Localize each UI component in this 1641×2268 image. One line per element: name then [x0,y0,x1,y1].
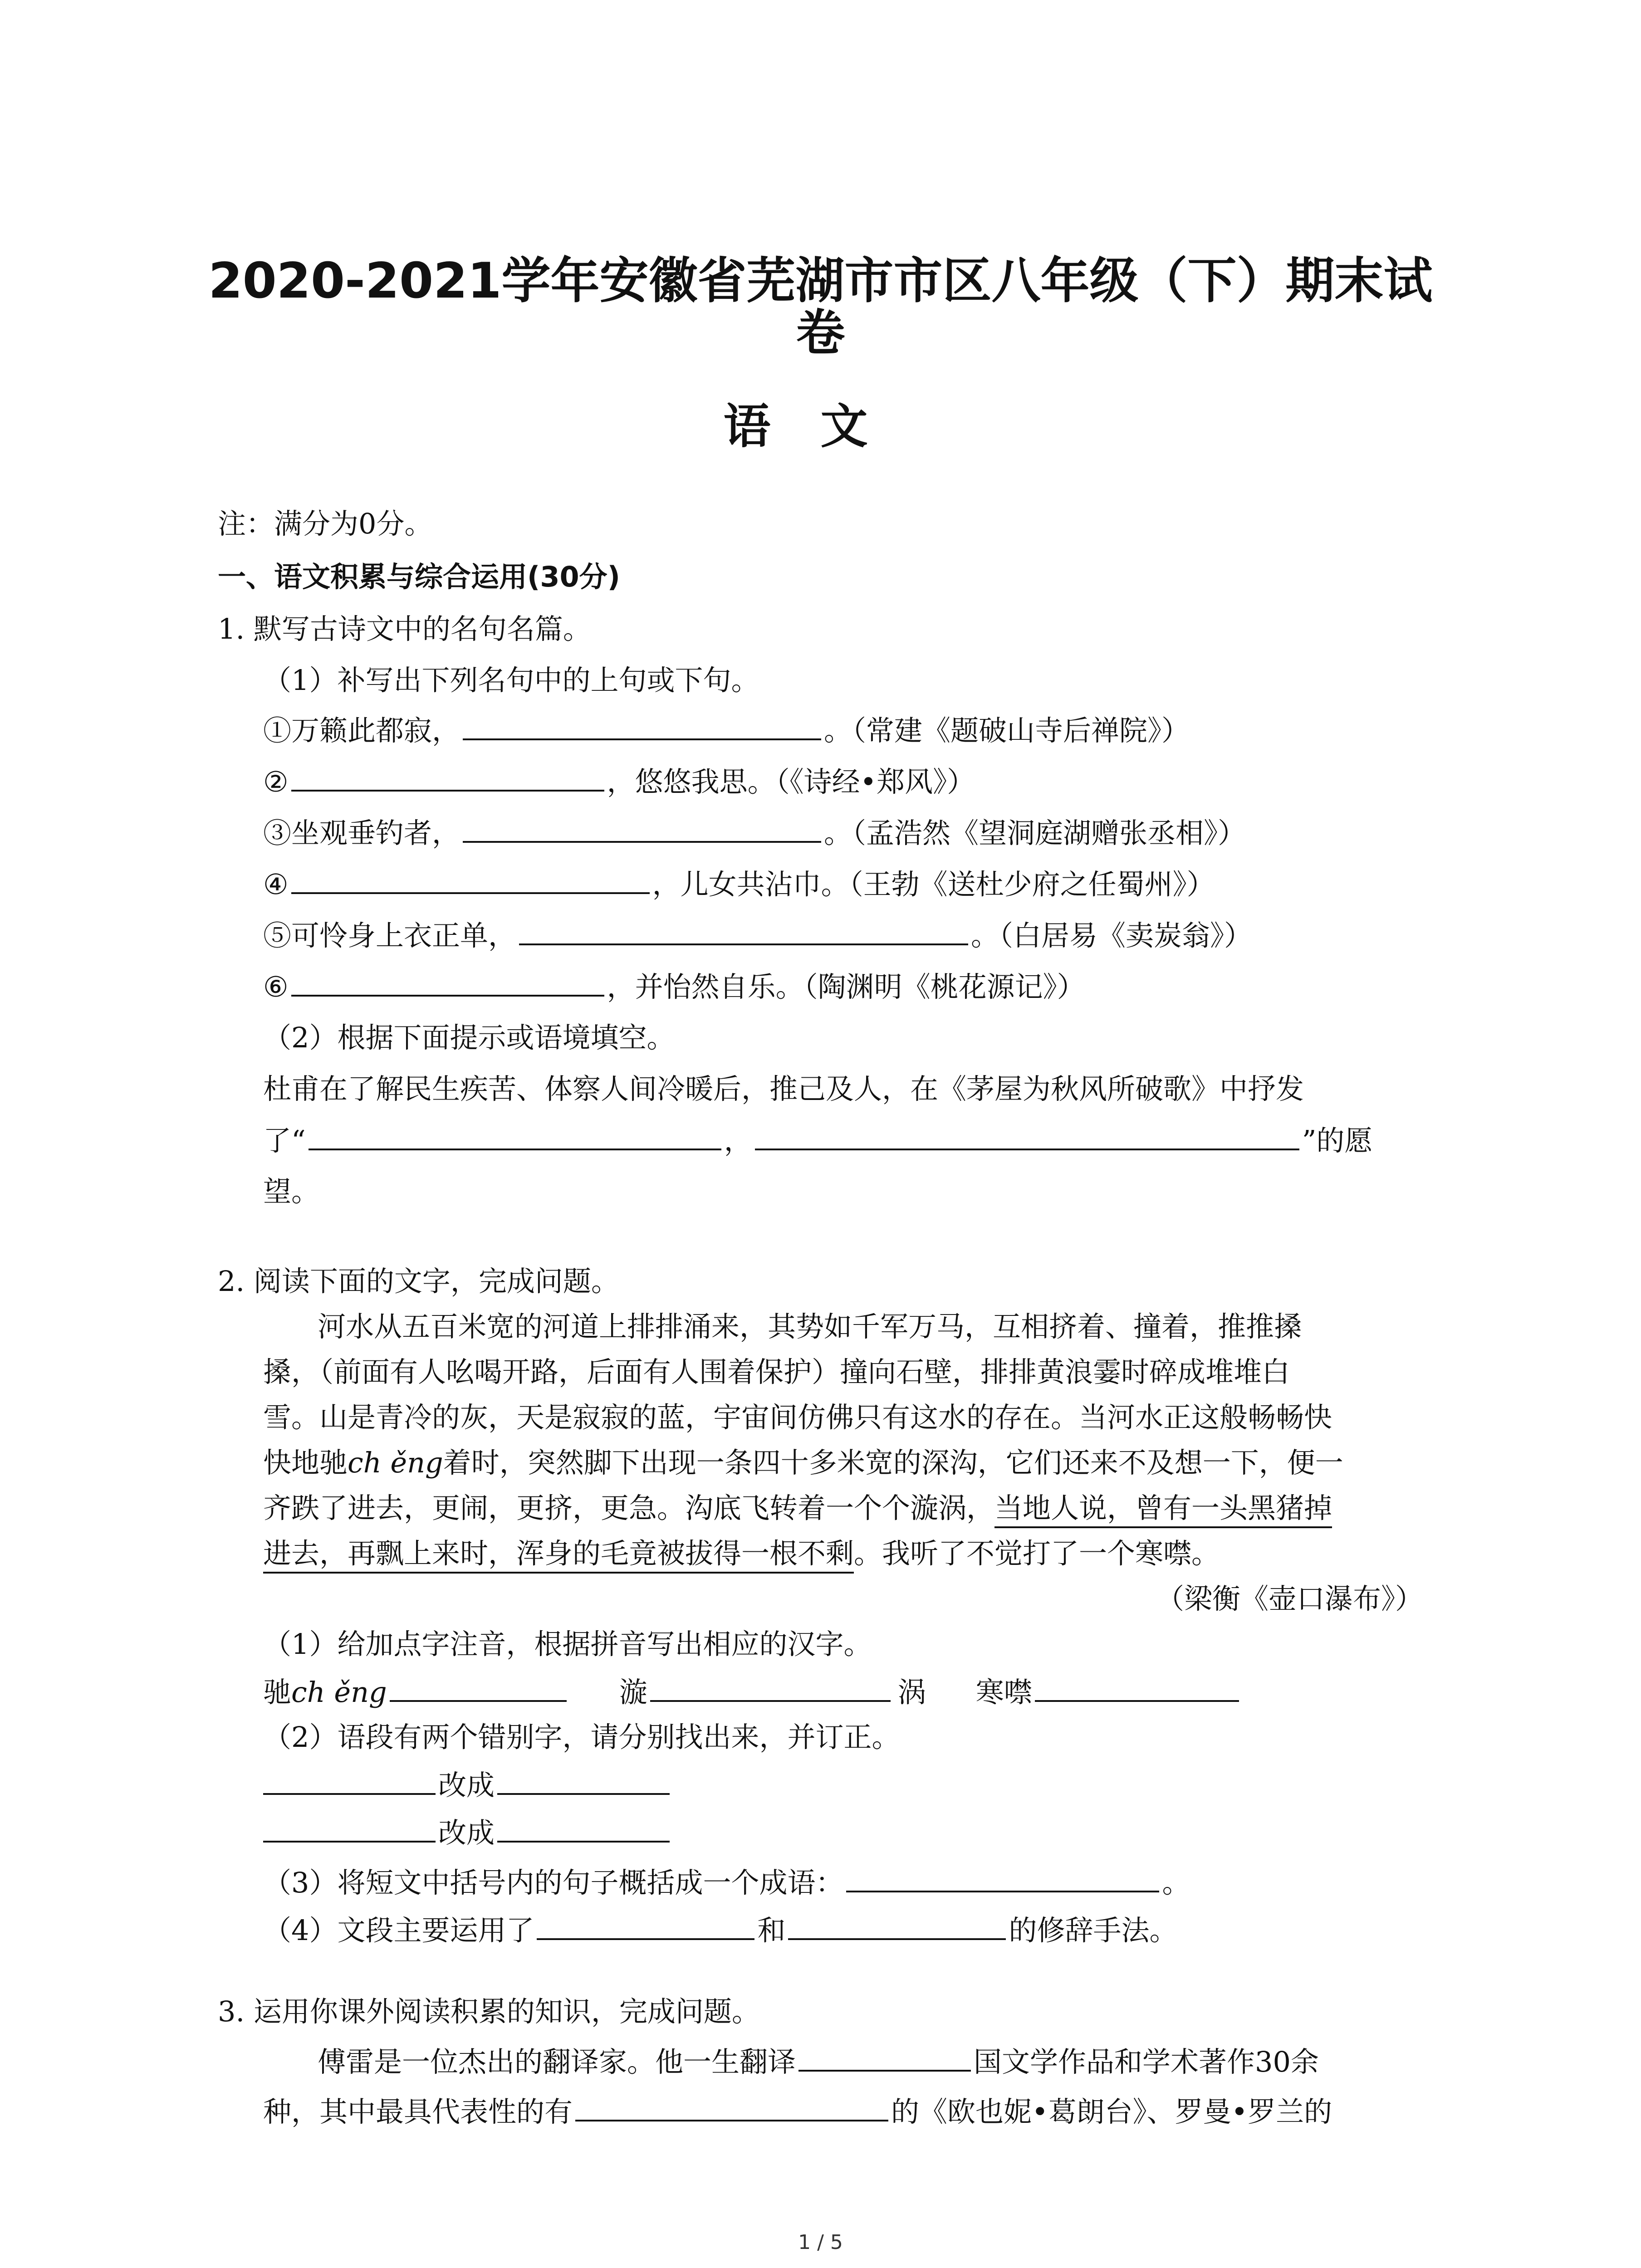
q2-passage-line1: 河水从五百米宽的河道上排排涌来，其势如千军万马，互相挤着、撞着，推推搡 [318,1310,1303,1343]
q1-blank-5[interactable] [519,917,968,945]
q1-line1 [263,712,1190,749]
q2-sub2-row1 [263,1767,672,1804]
q2-sub2-row2 [263,1814,672,1851]
q1-stem: 1. 默写古诗文中的名句名篇。 [218,612,591,645]
q1-line1-prefix: ①万籁此都寂， [263,714,460,747]
q3-line1-a: 傅雷是一位杰出的翻译家。他一生翻译 [318,2045,796,2078]
q2-sub1-a-pinyin: ch ěng [291,1676,387,1709]
q1-part2-comma: ， [724,1124,752,1157]
q2-sub1-b: 漩 [619,1676,647,1709]
q1-blank-6[interactable] [291,968,604,997]
q2-blank-d[interactable] [1035,1674,1239,1702]
q2-sub4-a: （4）文段主要运用了 [263,1914,534,1947]
q1-part2-text-3: 望。 [263,1175,320,1208]
q1-part1: （1）补写出下列名句中的上句或下句。 [263,664,759,697]
page-number: 1 / 5 [798,2231,843,2254]
q2-sub4-c: 的修辞手法。 [1009,1914,1178,1947]
q1-line5-suffix: 。（白居易《卖炭翁》） [971,919,1253,952]
q3-line1-b: 国文学作品和学术著作30余 [974,2045,1319,2078]
q1-blank-4[interactable] [291,866,650,894]
q2-passage-line5-a: 齐跌了进去，更闹，更挤，更急。沟底飞转着一个个漩涡， [263,1491,995,1525]
q2-blank-wrong-1[interactable] [263,1767,436,1795]
q2-passage-underlined-2: 进去，再飘上来时，浑身的毛竟被拔得一根不剩 [263,1537,854,1574]
q2-source: （梁衡《壶口瀑布》） [1156,1582,1423,1615]
exam-title-line2: 卷 [796,305,845,362]
q2-blank-b[interactable] [650,1674,891,1702]
q1-blank-2[interactable] [291,763,604,792]
q2-blank-idiom[interactable] [846,1864,1159,1892]
q2-fix-label-1: 改成 [438,1769,495,1802]
q1-line4 [263,866,1215,903]
q3-line1 [318,2043,1319,2080]
q3-line2 [263,2093,1332,2130]
q2-stem: 2. 阅读下面的文字，完成问题。 [218,1265,619,1298]
q2-sub1-c: 涡 [897,1676,926,1709]
q3-line2-b: 的《欧也妮•葛朗台》、罗曼•罗兰的 [891,2095,1332,2128]
q1-line1-suffix: 。（常建《题破山寺后禅院》） [824,714,1190,747]
q1-blank-7[interactable] [309,1122,721,1150]
q1-part2: （2）根据下面提示或语境填空。 [263,1021,675,1054]
q1-line6-suffix: ，并怡然自乐。（陶渊明《桃花源记》） [607,970,1085,1003]
q1-part2-close: ”的愿 [1302,1124,1373,1157]
q1-line2-prefix: ② [263,765,289,798]
q1-line6-prefix: ⑥ [263,970,289,1003]
q2-blank-rhetoric-1[interactable] [537,1912,754,1940]
q2-sub2: （2）语段有两个错别字，请分别找出来，并订正。 [263,1721,900,1754]
q2-sub1-d: 寒噤 [975,1676,1032,1709]
q2-sub1-answers [263,1674,1242,1711]
q1-line2-suffix: ，悠悠我思。（《诗经•郑风》） [607,765,975,798]
q1-line3 [263,815,1246,851]
q2-blank-a[interactable] [390,1674,567,1702]
q2-passage-line2: 搡，（前面有人吆喝开路，后面有人围着保护）撞向石壁，排排黄浪霎时碎成堆堆白 [263,1355,1290,1388]
q2-sub3-end: 。 [1162,1866,1190,1899]
q1-line3-prefix: ③坐观垂钓者， [263,816,460,850]
q1-part2-text-1: 杜甫在了解民生疾苦、体察人间冷暖后，推己及人，在《茅屋为秋风所破歌》中抒发 [263,1072,1304,1105]
q2-passage-line6-b: 。我听了不觉打了一个寒噤。 [854,1537,1220,1570]
q2-blank-wrong-2[interactable] [263,1814,436,1843]
q1-line3-suffix: 。（孟浩然《望洞庭湖赠张丞相》） [824,816,1246,850]
q2-sub3 [263,1864,1190,1901]
q2-passage-line5 [263,1490,1332,1526]
q1-blank-3[interactable] [463,815,821,843]
q2-fix-label-2: 改成 [438,1816,495,1849]
q3-stem: 3. 运用你课外阅读积累的知识，完成问题。 [218,1995,760,2028]
section-1-heading: 一、语文积累与综合运用(30分) [218,560,620,593]
q2-sub4-b: 和 [757,1914,786,1947]
q3-blank-1[interactable] [798,2043,971,2072]
q2-passage-underlined-1: 当地人说，曾有一头黑猪掉 [994,1491,1332,1528]
q2-passage-line4-b: 着时，突然脚下出现一条四十多米宽的深沟，它们还来不及想一下，便一 [443,1446,1343,1479]
score-note: 注：满分为0分。 [218,507,433,540]
q1-blank-8[interactable] [755,1122,1299,1150]
subject-heading: 语文 [723,399,918,454]
q1-line5 [263,917,1252,954]
q2-passage-line3: 雪。山是青冷的灰，天是寂寂的蓝，宇宙间仿佛只有这水的存在。当河水正这般畅畅快 [263,1401,1332,1434]
q1-line6 [263,968,1085,1005]
q1-part2-open-quote: 了“ [263,1124,306,1157]
q1-line4-prefix: ④ [263,868,289,901]
q2-blank-right-2[interactable] [497,1814,670,1843]
q2-passage-line4 [263,1445,1343,1481]
q2-passage-line6 [263,1535,1220,1572]
q2-passage-line4-a: 快地驰 [263,1446,348,1479]
q2-blank-right-1[interactable] [497,1767,670,1795]
q2-sub1: （1）给加点字注音，根据拼音写出相应的汉字。 [263,1628,872,1661]
q2-passage-pinyin: ch ěng [348,1446,443,1479]
q1-part2-text-2 [263,1122,1372,1159]
q1-line2 [263,763,975,800]
q2-blank-rhetoric-2[interactable] [788,1912,1006,1940]
q1-line5-prefix: ⑤可怜身上衣正单， [263,919,517,952]
q3-blank-2[interactable] [575,2093,888,2121]
q2-sub4 [263,1912,1177,1949]
q1-blank-1[interactable] [463,712,821,740]
q2-sub3-text: （3）将短文中括号内的句子概括成一个成语： [263,1866,844,1899]
exam-title-line1: 2020-2021学年安徽省芜湖市市区八年级（下）期末试 [208,253,1433,309]
q3-line2-a: 种，其中最具代表性的有 [263,2095,573,2128]
q1-line4-suffix: ，儿女共沾巾。（王勃《送杜少府之任蜀州》） [652,868,1215,901]
q2-sub1-a: 驰 [263,1676,292,1709]
